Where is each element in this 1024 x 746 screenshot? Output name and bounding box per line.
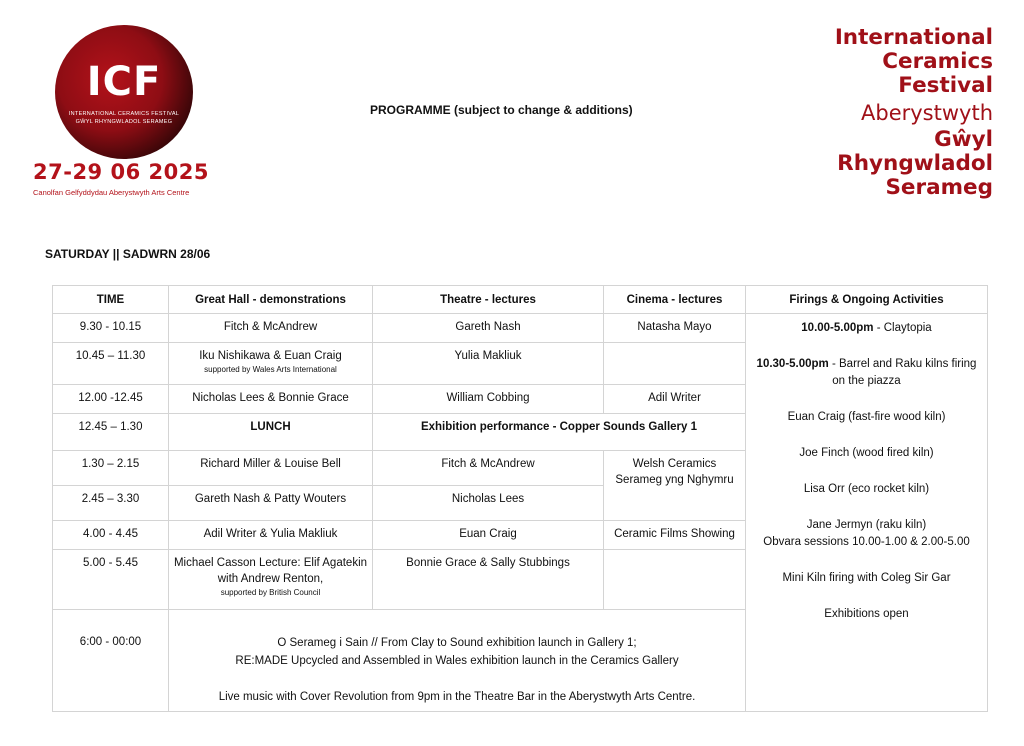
- exhibition-performance-cell: Exhibition performance - Copper Sounds Gallery 1: [373, 414, 746, 451]
- cinema-cell: Welsh Ceramics Serameg yng Nghymru: [604, 451, 746, 521]
- spacer: [173, 670, 741, 688]
- hall-text: Iku Nishikawa & Euan Craig: [199, 350, 342, 362]
- firings-item: Euan Craig (fast-fire wood kiln): [787, 411, 946, 423]
- theatre-cell: Bonnie Grace & Sally Stubbings: [373, 550, 604, 610]
- title-line: Festival: [898, 73, 993, 98]
- hall-note: supported by British Council: [220, 588, 321, 597]
- time-cell: 12.45 – 1.30: [53, 414, 169, 451]
- firings-barrel-time: 10.30-5.00pm: [756, 358, 829, 370]
- title-line: International: [834, 25, 993, 50]
- evening-event: O Serameg i Sain // From Clay to Sound exhibition launch in Gallery 1;: [277, 637, 637, 649]
- table-header-row: [53, 286, 988, 314]
- firings-item: Obvara sessions 10.00-1.00 & 2.00-5.00: [763, 536, 970, 548]
- time-cell: 2.45 – 3.30: [53, 486, 169, 521]
- festival-logo: [55, 25, 195, 165]
- title-line: Ceramics: [882, 49, 993, 74]
- time-cell: 10.45 – 11.30: [53, 343, 169, 385]
- firings-item: Exhibitions open: [824, 608, 909, 620]
- header-great-hall: Great Hall - demonstrations: [169, 286, 373, 314]
- festival-title: [835, 26, 993, 200]
- cinema-cell: Natasha Mayo: [604, 314, 746, 343]
- logo-subtitle-welsh: GŴYL RHYNGWLADOL SERAMEG: [75, 119, 173, 125]
- firings-item: Mini Kiln firing with Coleg Sir Gar: [782, 572, 951, 584]
- firings-barrel-text: - Barrel and Raku kilns firing on the piazza: [828, 358, 977, 387]
- time-cell: 12.00 -12.45: [53, 385, 169, 414]
- header-firings: Firings & Ongoing Activities: [746, 286, 988, 314]
- theatre-cell: Yulia Makliuk: [373, 343, 604, 385]
- title-line: Gŵyl: [934, 127, 993, 152]
- header-time: TIME: [53, 286, 169, 314]
- hall-cell: Gareth Nash & Patty Wouters: [169, 486, 373, 521]
- header-cinema: Cinema - lectures: [604, 286, 746, 314]
- firings-item: Joe Finch (wood fired kiln): [799, 447, 934, 459]
- hall-cell: Richard Miller & Louise Bell: [169, 451, 373, 486]
- title-line: Rhyngwladol: [837, 151, 993, 176]
- programme-note: PROGRAMME (subject to change & additions): [370, 103, 633, 117]
- logo-text: ICF: [86, 59, 162, 105]
- time-cell: 6:00 - 00:00: [53, 610, 169, 712]
- firings-barrel: [750, 356, 983, 390]
- schedule-table: [52, 285, 988, 712]
- theatre-cell: Euan Craig: [373, 521, 604, 550]
- firings-item: Jane Jermyn (raku kiln): [806, 519, 927, 531]
- firings-claytopia: [750, 320, 983, 337]
- evening-event: RE:MADE Upcycled and Assembled in Wales exhibition launch in the Ceramics Gallery: [235, 655, 679, 667]
- cinema-cell: [604, 343, 746, 385]
- firings-claytopia-time: 10.00-5.00pm: [801, 322, 874, 334]
- time-cell: 5.00 - 5.45: [53, 550, 169, 610]
- lunch-cell: LUNCH: [169, 414, 373, 451]
- theatre-cell: Nicholas Lees: [373, 486, 604, 521]
- title-line: Serameg: [885, 175, 993, 200]
- cinema-cell: Ceramic Films Showing: [604, 521, 746, 550]
- theatre-cell: William Cobbing: [373, 385, 604, 414]
- cinema-cell: [604, 550, 746, 610]
- festival-venue: Canolfan Gelfyddydau Aberystwyth Arts Centre: [33, 188, 190, 197]
- time-cell: 1.30 – 2.15: [53, 451, 169, 486]
- hall-cell: [169, 550, 373, 610]
- firings-cell: [746, 314, 988, 712]
- hall-text: Michael Casson Lecture: Elif Agatekin with Andrew Renton,: [173, 557, 368, 585]
- header-theatre: Theatre - lectures: [373, 286, 604, 314]
- evening-event: Live music with Cover Revolution from 9pm in the Theatre Bar in the Aberystwyth Arts Centre.: [218, 691, 696, 703]
- evening-events-cell: [169, 610, 746, 712]
- title-line: Aberystwyth: [861, 101, 993, 125]
- festival-dates: 27-29 06 2025: [33, 160, 209, 184]
- day-heading: SATURDAY || SADWRN 28/06: [45, 247, 211, 261]
- theatre-cell: Gareth Nash: [373, 314, 604, 343]
- cinema-cell: Adil Writer: [604, 385, 746, 414]
- table-row: [53, 314, 988, 343]
- time-cell: 9.30 - 10.15: [53, 314, 169, 343]
- time-cell: 4.00 - 4.45: [53, 521, 169, 550]
- hall-cell: [169, 343, 373, 385]
- hall-cell: Fitch & McAndrew: [169, 314, 373, 343]
- firings-claytopia-text: - Claytopia: [873, 322, 932, 334]
- hall-cell: Adil Writer & Yulia Makliuk: [169, 521, 373, 550]
- theatre-cell: Fitch & McAndrew: [373, 451, 604, 486]
- logo-subtitle-english: INTERNATIONAL CERAMICS FESTIVAL: [68, 111, 180, 117]
- firings-item: Lisa Orr (eco rocket kiln): [803, 483, 930, 495]
- hall-note: supported by Wales Arts International: [204, 365, 337, 374]
- hall-cell: Nicholas Lees & Bonnie Grace: [169, 385, 373, 414]
